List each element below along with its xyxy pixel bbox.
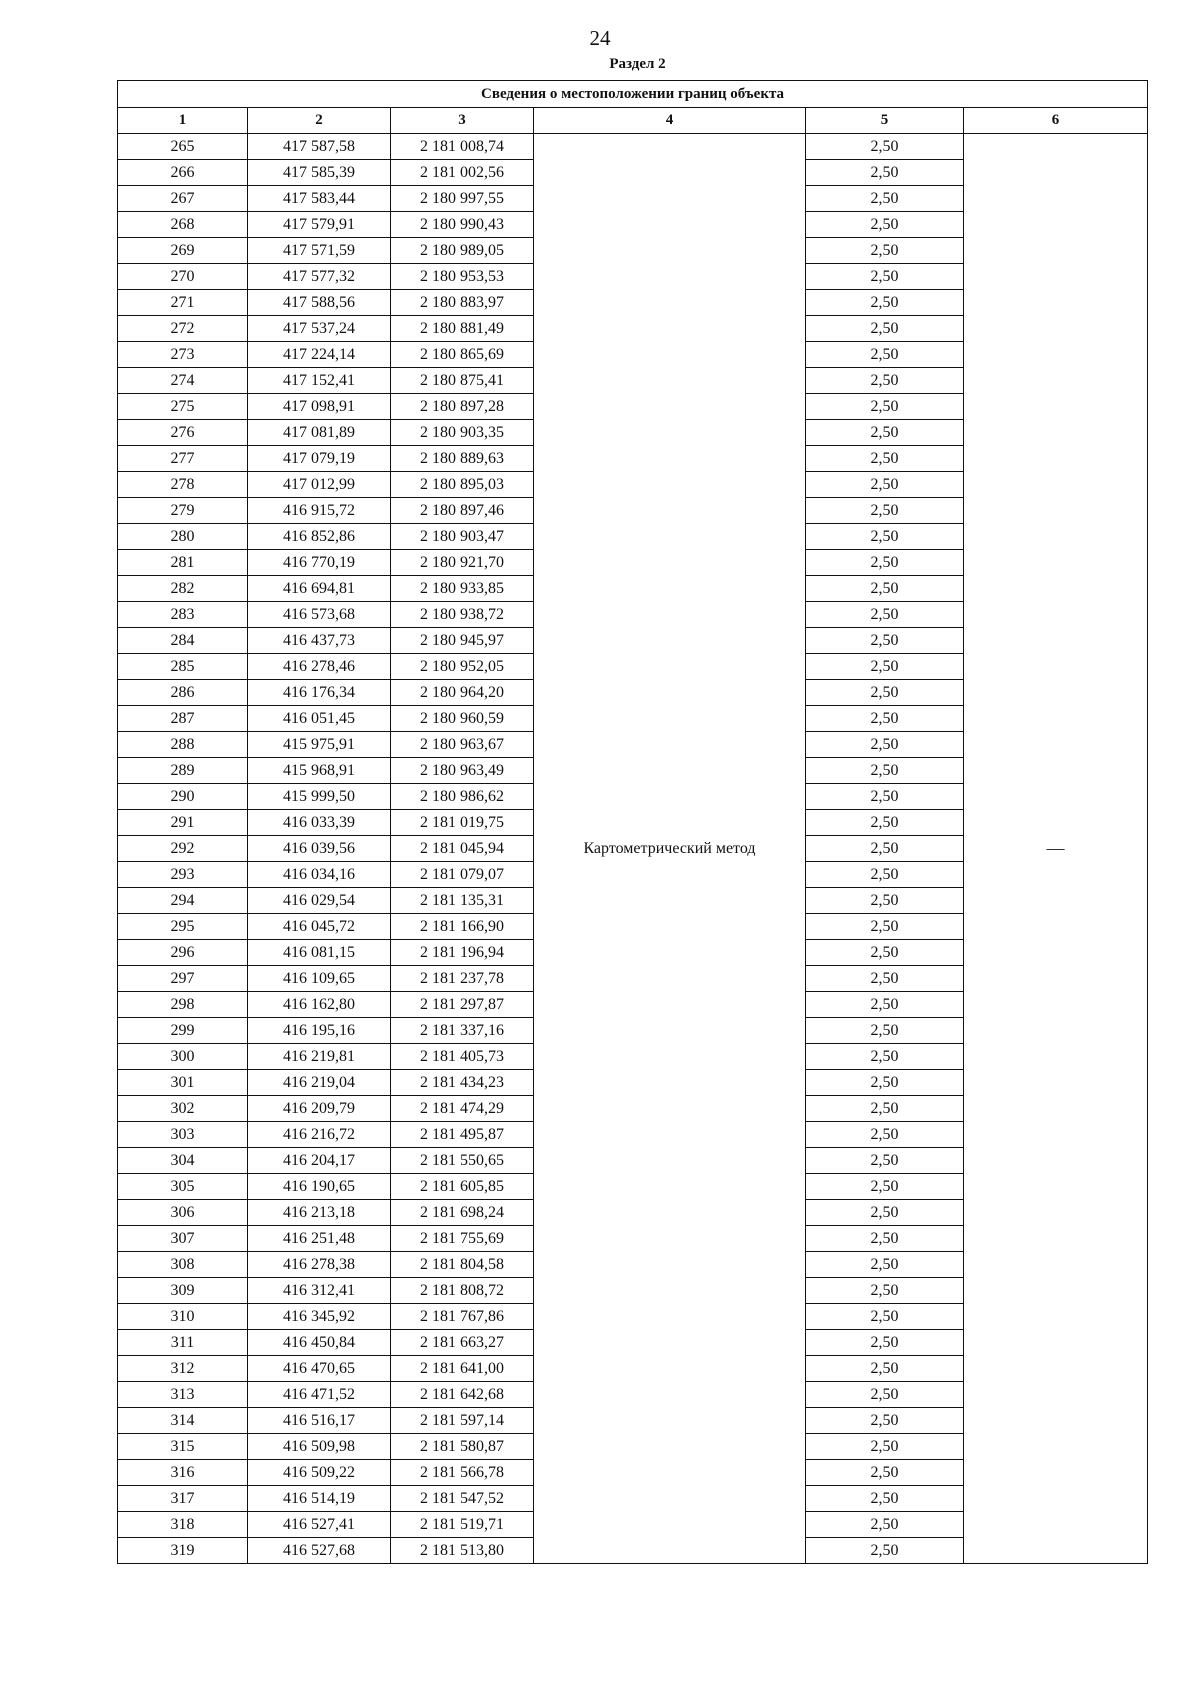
y-coordinate-cell: 2 181 642,68 — [391, 1382, 534, 1408]
accuracy-cell: 2,50 — [806, 1304, 964, 1330]
point-number-cell: 279 — [118, 498, 248, 524]
point-number-cell: 317 — [118, 1486, 248, 1512]
accuracy-cell: 2,50 — [806, 394, 964, 420]
point-number-cell: 297 — [118, 966, 248, 992]
x-coordinate-cell: 416 029,54 — [248, 888, 391, 914]
accuracy-cell: 2,50 — [806, 472, 964, 498]
y-coordinate-cell: 2 180 953,53 — [391, 264, 534, 290]
table-row — [118, 134, 1148, 160]
x-coordinate-cell: 416 051,45 — [248, 706, 391, 732]
y-coordinate-cell: 2 180 875,41 — [391, 368, 534, 394]
point-number-cell: 304 — [118, 1148, 248, 1174]
accuracy-cell: 2,50 — [806, 1018, 964, 1044]
page-number: 24 — [589, 26, 611, 50]
x-coordinate-cell: 416 527,41 — [248, 1512, 391, 1538]
point-number-cell: 307 — [118, 1226, 248, 1252]
y-coordinate-cell: 2 181 002,56 — [391, 160, 534, 186]
y-coordinate-cell: 2 181 337,16 — [391, 1018, 534, 1044]
x-coordinate-cell: 417 571,59 — [248, 238, 391, 264]
point-number-cell: 277 — [118, 446, 248, 472]
accuracy-cell: 2,50 — [806, 550, 964, 576]
y-coordinate-cell: 2 180 989,05 — [391, 238, 534, 264]
accuracy-cell: 2,50 — [806, 862, 964, 888]
y-coordinate-cell: 2 180 997,55 — [391, 186, 534, 212]
x-coordinate-cell: 417 583,44 — [248, 186, 391, 212]
x-coordinate-cell: 416 219,04 — [248, 1070, 391, 1096]
boundary-coordinates-table — [117, 80, 1148, 1564]
y-coordinate-cell: 2 181 474,29 — [391, 1096, 534, 1122]
point-number-cell: 316 — [118, 1460, 248, 1486]
accuracy-cell: 2,50 — [806, 420, 964, 446]
x-coordinate-cell: 416 450,84 — [248, 1330, 391, 1356]
y-coordinate-cell: 2 180 960,59 — [391, 706, 534, 732]
accuracy-cell: 2,50 — [806, 1382, 964, 1408]
y-coordinate-cell: 2 180 903,35 — [391, 420, 534, 446]
x-coordinate-cell: 416 516,17 — [248, 1408, 391, 1434]
section-title: Раздел 2 — [609, 56, 666, 72]
x-coordinate-cell: 416 109,65 — [248, 966, 391, 992]
x-coordinate-cell: 416 527,68 — [248, 1538, 391, 1564]
y-coordinate-cell: 2 181 698,24 — [391, 1200, 534, 1226]
y-coordinate-cell: 2 181 580,87 — [391, 1434, 534, 1460]
accuracy-cell: 2,50 — [806, 498, 964, 524]
accuracy-cell: 2,50 — [806, 134, 964, 160]
x-coordinate-cell: 417 585,39 — [248, 160, 391, 186]
x-coordinate-cell: 416 694,81 — [248, 576, 391, 602]
accuracy-cell: 2,50 — [806, 1512, 964, 1538]
point-number-cell: 285 — [118, 654, 248, 680]
y-coordinate-cell: 2 180 952,05 — [391, 654, 534, 680]
y-coordinate-cell: 2 181 079,07 — [391, 862, 534, 888]
point-number-cell: 272 — [118, 316, 248, 342]
y-coordinate-cell: 2 180 963,67 — [391, 732, 534, 758]
x-coordinate-cell: 416 213,18 — [248, 1200, 391, 1226]
point-number-cell: 315 — [118, 1434, 248, 1460]
x-coordinate-cell: 417 587,58 — [248, 134, 391, 160]
y-coordinate-cell: 2 180 881,49 — [391, 316, 534, 342]
point-number-cell: 309 — [118, 1278, 248, 1304]
point-number-cell: 293 — [118, 862, 248, 888]
x-coordinate-cell: 416 033,39 — [248, 810, 391, 836]
point-number-cell: 286 — [118, 680, 248, 706]
y-coordinate-cell: 2 180 897,28 — [391, 394, 534, 420]
point-number-cell: 292 — [118, 836, 248, 862]
x-coordinate-cell: 416 852,86 — [248, 524, 391, 550]
accuracy-cell: 2,50 — [806, 1226, 964, 1252]
method-cell: Картометрический метод — [534, 134, 806, 1564]
point-number-cell: 294 — [118, 888, 248, 914]
accuracy-cell: 2,50 — [806, 1070, 964, 1096]
x-coordinate-cell: 415 999,50 — [248, 784, 391, 810]
point-number-cell: 278 — [118, 472, 248, 498]
accuracy-cell: 2,50 — [806, 1408, 964, 1434]
accuracy-cell: 2,50 — [806, 1044, 964, 1070]
x-coordinate-cell: 416 312,41 — [248, 1278, 391, 1304]
x-coordinate-cell: 417 098,91 — [248, 394, 391, 420]
x-coordinate-cell: 416 470,65 — [248, 1356, 391, 1382]
y-coordinate-cell: 2 181 755,69 — [391, 1226, 534, 1252]
point-number-cell: 298 — [118, 992, 248, 1018]
accuracy-cell: 2,50 — [806, 1200, 964, 1226]
x-coordinate-cell: 417 224,14 — [248, 342, 391, 368]
y-coordinate-cell: 2 180 963,49 — [391, 758, 534, 784]
y-coordinate-cell: 2 181 547,52 — [391, 1486, 534, 1512]
x-coordinate-cell: 415 975,91 — [248, 732, 391, 758]
y-coordinate-cell: 2 180 964,20 — [391, 680, 534, 706]
y-coordinate-cell: 2 181 495,87 — [391, 1122, 534, 1148]
y-coordinate-cell: 2 181 663,27 — [391, 1330, 534, 1356]
accuracy-cell: 2,50 — [806, 342, 964, 368]
y-coordinate-cell: 2 181 045,94 — [391, 836, 534, 862]
point-number-cell: 303 — [118, 1122, 248, 1148]
accuracy-cell: 2,50 — [806, 758, 964, 784]
accuracy-cell: 2,50 — [806, 212, 964, 238]
point-number-cell: 314 — [118, 1408, 248, 1434]
y-coordinate-cell: 2 180 990,43 — [391, 212, 534, 238]
accuracy-cell: 2,50 — [806, 706, 964, 732]
x-coordinate-cell: 416 039,56 — [248, 836, 391, 862]
column-header: 5 — [806, 108, 964, 134]
accuracy-cell: 2,50 — [806, 940, 964, 966]
point-number-cell: 268 — [118, 212, 248, 238]
accuracy-cell: 2,50 — [806, 186, 964, 212]
accuracy-cell: 2,50 — [806, 888, 964, 914]
point-number-cell: 291 — [118, 810, 248, 836]
y-coordinate-cell: 2 180 986,62 — [391, 784, 534, 810]
y-coordinate-cell: 2 180 945,97 — [391, 628, 534, 654]
column-header: 3 — [391, 108, 534, 134]
accuracy-cell: 2,50 — [806, 602, 964, 628]
accuracy-cell: 2,50 — [806, 316, 964, 342]
point-number-cell: 299 — [118, 1018, 248, 1044]
point-number-cell: 283 — [118, 602, 248, 628]
column-header: 4 — [534, 108, 806, 134]
point-number-cell: 274 — [118, 368, 248, 394]
y-coordinate-cell: 2 181 008,74 — [391, 134, 534, 160]
x-coordinate-cell: 416 437,73 — [248, 628, 391, 654]
x-coordinate-cell: 416 509,98 — [248, 1434, 391, 1460]
accuracy-cell: 2,50 — [806, 1460, 964, 1486]
y-coordinate-cell: 2 181 135,31 — [391, 888, 534, 914]
point-number-cell: 267 — [118, 186, 248, 212]
x-coordinate-cell: 416 573,68 — [248, 602, 391, 628]
accuracy-cell: 2,50 — [806, 1486, 964, 1512]
column-header: 1 — [118, 108, 248, 134]
x-coordinate-cell: 416 509,22 — [248, 1460, 391, 1486]
x-coordinate-cell: 417 588,56 — [248, 290, 391, 316]
x-coordinate-cell: 416 195,16 — [248, 1018, 391, 1044]
accuracy-cell: 2,50 — [806, 732, 964, 758]
point-number-cell: 301 — [118, 1070, 248, 1096]
y-coordinate-cell: 2 180 889,63 — [391, 446, 534, 472]
point-number-cell: 280 — [118, 524, 248, 550]
accuracy-cell: 2,50 — [806, 784, 964, 810]
point-number-cell: 313 — [118, 1382, 248, 1408]
y-coordinate-cell: 2 181 808,72 — [391, 1278, 534, 1304]
accuracy-cell: 2,50 — [806, 1174, 964, 1200]
accuracy-cell: 2,50 — [806, 1330, 964, 1356]
y-coordinate-cell: 2 181 237,78 — [391, 966, 534, 992]
accuracy-cell: 2,50 — [806, 966, 964, 992]
accuracy-cell: 2,50 — [806, 1122, 964, 1148]
x-coordinate-cell: 415 968,91 — [248, 758, 391, 784]
y-coordinate-cell: 2 181 513,80 — [391, 1538, 534, 1564]
x-coordinate-cell: 417 079,19 — [248, 446, 391, 472]
y-coordinate-cell: 2 181 566,78 — [391, 1460, 534, 1486]
point-number-cell: 273 — [118, 342, 248, 368]
point-number-cell: 271 — [118, 290, 248, 316]
accuracy-cell: 2,50 — [806, 992, 964, 1018]
column-header: 6 — [964, 108, 1148, 134]
accuracy-cell: 2,50 — [806, 524, 964, 550]
x-coordinate-cell: 416 162,80 — [248, 992, 391, 1018]
point-number-cell: 295 — [118, 914, 248, 940]
point-number-cell: 308 — [118, 1252, 248, 1278]
x-coordinate-cell: 416 251,48 — [248, 1226, 391, 1252]
point-number-cell: 269 — [118, 238, 248, 264]
y-coordinate-cell: 2 181 196,94 — [391, 940, 534, 966]
x-coordinate-cell: 416 278,46 — [248, 654, 391, 680]
point-number-cell: 287 — [118, 706, 248, 732]
column-header: 2 — [248, 108, 391, 134]
y-coordinate-cell: 2 180 921,70 — [391, 550, 534, 576]
accuracy-cell: 2,50 — [806, 1434, 964, 1460]
accuracy-cell: 2,50 — [806, 1148, 964, 1174]
x-coordinate-cell: 416 176,34 — [248, 680, 391, 706]
accuracy-cell: 2,50 — [806, 836, 964, 862]
point-number-cell: 306 — [118, 1200, 248, 1226]
x-coordinate-cell: 417 012,99 — [248, 472, 391, 498]
x-coordinate-cell: 417 579,91 — [248, 212, 391, 238]
x-coordinate-cell: 416 514,19 — [248, 1486, 391, 1512]
point-number-cell: 275 — [118, 394, 248, 420]
y-coordinate-cell: 2 181 605,85 — [391, 1174, 534, 1200]
point-number-cell: 318 — [118, 1512, 248, 1538]
y-coordinate-cell: 2 180 897,46 — [391, 498, 534, 524]
accuracy-cell: 2,50 — [806, 264, 964, 290]
x-coordinate-cell: 416 209,79 — [248, 1096, 391, 1122]
x-coordinate-cell: 417 081,89 — [248, 420, 391, 446]
accuracy-cell: 2,50 — [806, 810, 964, 836]
point-number-cell: 305 — [118, 1174, 248, 1200]
x-coordinate-cell: 416 216,72 — [248, 1122, 391, 1148]
y-coordinate-cell: 2 180 865,69 — [391, 342, 534, 368]
accuracy-cell: 2,50 — [806, 1356, 964, 1382]
y-coordinate-cell: 2 181 519,71 — [391, 1512, 534, 1538]
x-coordinate-cell: 417 152,41 — [248, 368, 391, 394]
accuracy-cell: 2,50 — [806, 446, 964, 472]
y-coordinate-cell: 2 180 883,97 — [391, 290, 534, 316]
accuracy-cell: 2,50 — [806, 238, 964, 264]
accuracy-cell: 2,50 — [806, 680, 964, 706]
y-coordinate-cell: 2 181 641,00 — [391, 1356, 534, 1382]
point-number-cell: 310 — [118, 1304, 248, 1330]
point-number-cell: 276 — [118, 420, 248, 446]
point-number-cell: 312 — [118, 1356, 248, 1382]
y-coordinate-cell: 2 181 166,90 — [391, 914, 534, 940]
point-number-cell: 281 — [118, 550, 248, 576]
point-number-cell: 300 — [118, 1044, 248, 1070]
x-coordinate-cell: 416 345,92 — [248, 1304, 391, 1330]
x-coordinate-cell: 416 045,72 — [248, 914, 391, 940]
point-number-cell: 311 — [118, 1330, 248, 1356]
point-number-cell: 270 — [118, 264, 248, 290]
x-coordinate-cell: 416 204,17 — [248, 1148, 391, 1174]
accuracy-cell: 2,50 — [806, 1278, 964, 1304]
point-number-cell: 319 — [118, 1538, 248, 1564]
accuracy-cell: 2,50 — [806, 628, 964, 654]
point-number-cell: 266 — [118, 160, 248, 186]
point-number-cell: 302 — [118, 1096, 248, 1122]
accuracy-cell: 2,50 — [806, 368, 964, 394]
point-number-cell: 284 — [118, 628, 248, 654]
x-coordinate-cell: 416 081,15 — [248, 940, 391, 966]
x-coordinate-cell: 416 219,81 — [248, 1044, 391, 1070]
y-coordinate-cell: 2 181 804,58 — [391, 1252, 534, 1278]
x-coordinate-cell: 417 577,32 — [248, 264, 391, 290]
x-coordinate-cell: 416 471,52 — [248, 1382, 391, 1408]
accuracy-cell: 2,50 — [806, 290, 964, 316]
y-coordinate-cell: 2 180 903,47 — [391, 524, 534, 550]
point-number-cell: 290 — [118, 784, 248, 810]
y-coordinate-cell: 2 181 434,23 — [391, 1070, 534, 1096]
point-number-cell: 296 — [118, 940, 248, 966]
y-coordinate-cell: 2 180 933,85 — [391, 576, 534, 602]
accuracy-cell: 2,50 — [806, 654, 964, 680]
point-number-cell: 282 — [118, 576, 248, 602]
y-coordinate-cell: 2 181 550,65 — [391, 1148, 534, 1174]
accuracy-cell: 2,50 — [806, 576, 964, 602]
y-coordinate-cell: 2 181 019,75 — [391, 810, 534, 836]
y-coordinate-cell: 2 180 895,03 — [391, 472, 534, 498]
y-coordinate-cell: 2 181 405,73 — [391, 1044, 534, 1070]
y-coordinate-cell: 2 181 767,86 — [391, 1304, 534, 1330]
x-coordinate-cell: 416 278,38 — [248, 1252, 391, 1278]
table-body — [118, 134, 1148, 1564]
accuracy-cell: 2,50 — [806, 1252, 964, 1278]
x-coordinate-cell: 416 034,16 — [248, 862, 391, 888]
y-coordinate-cell: 2 181 597,14 — [391, 1408, 534, 1434]
x-coordinate-cell: 416 770,19 — [248, 550, 391, 576]
y-coordinate-cell: 2 180 938,72 — [391, 602, 534, 628]
accuracy-cell: 2,50 — [806, 1538, 964, 1564]
note-cell: — — [964, 134, 1148, 1564]
x-coordinate-cell: 416 915,72 — [248, 498, 391, 524]
accuracy-cell: 2,50 — [806, 1096, 964, 1122]
x-coordinate-cell: 416 190,65 — [248, 1174, 391, 1200]
accuracy-cell: 2,50 — [806, 160, 964, 186]
x-coordinate-cell: 417 537,24 — [248, 316, 391, 342]
accuracy-cell: 2,50 — [806, 914, 964, 940]
point-number-cell: 289 — [118, 758, 248, 784]
table-caption: Сведения о местоположении границ объекта — [118, 81, 1148, 108]
y-coordinate-cell: 2 181 297,87 — [391, 992, 534, 1018]
point-number-cell: 265 — [118, 134, 248, 160]
point-number-cell: 288 — [118, 732, 248, 758]
